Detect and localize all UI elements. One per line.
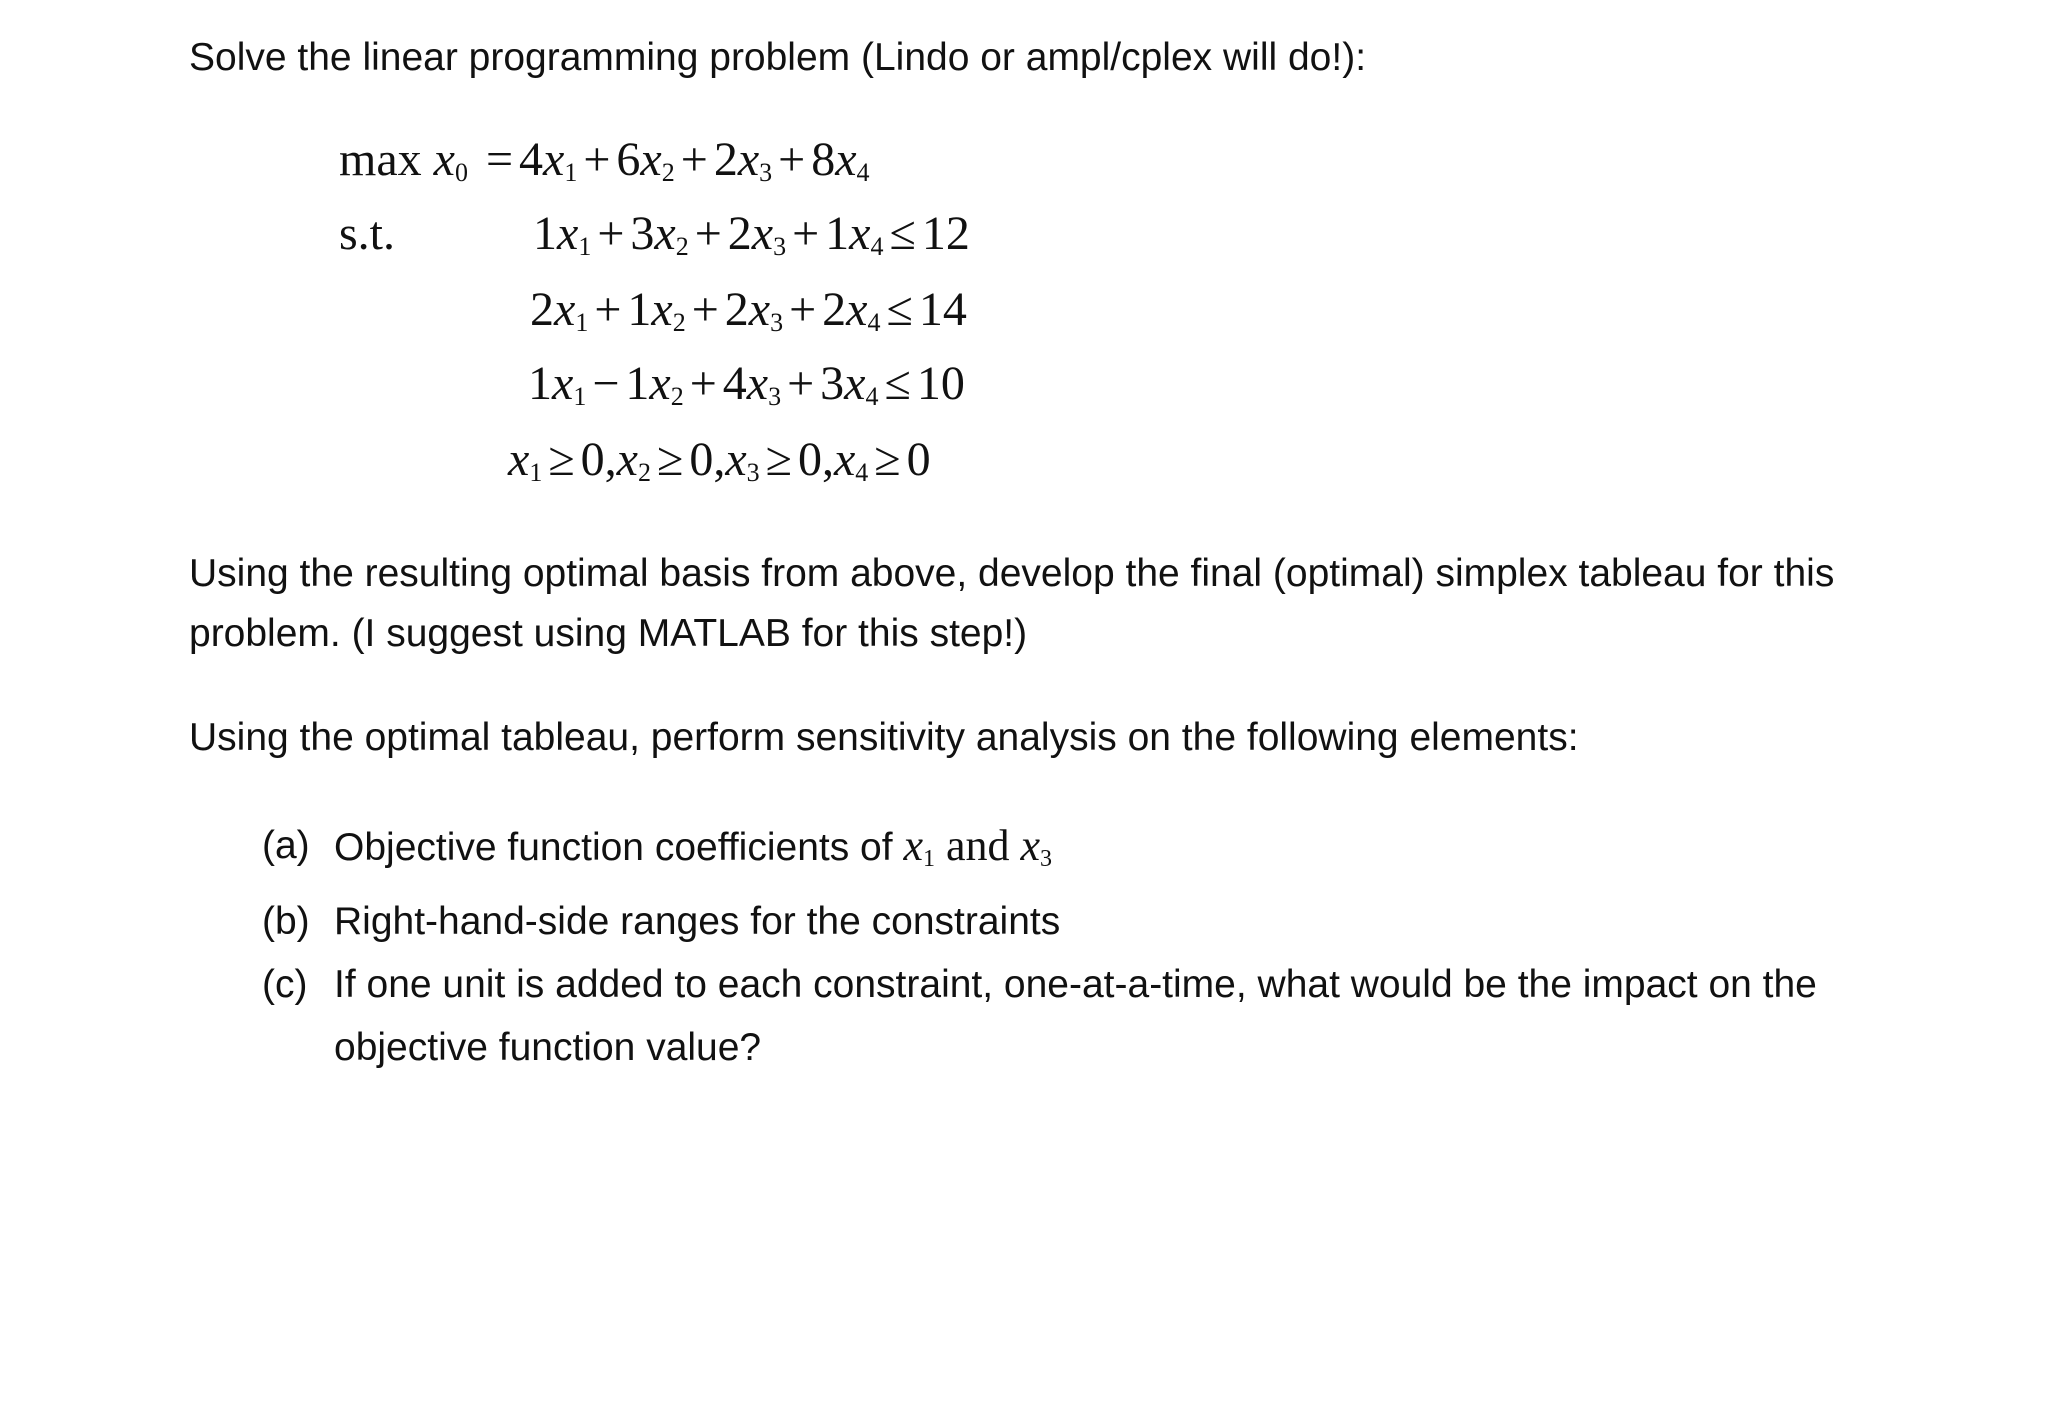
leq-sign: ≤ — [889, 207, 916, 260]
objective-term: $8x_4$ — [811, 133, 870, 187]
objective-term: $6x_2$ — [616, 133, 675, 187]
objective-term: $2x_3$ — [713, 133, 773, 187]
plus-sign: + — [778, 133, 806, 186]
plus-sign: + — [583, 133, 611, 186]
objective-term: $4x_1$ — [519, 133, 578, 187]
paragraph-2-line-1: Using the resulting optimal basis from above, develop the final (optimal) simplex tableau for this — [189, 552, 1835, 595]
constraint-rhs: 10 — [916, 357, 965, 410]
constraint-row: $1x_1 + 3x_2 + 2x_3 + 1x_4 \le 12$ — [533, 207, 970, 261]
list-label-b: (b) — [262, 900, 310, 943]
list-item-c-line-1: If one unit is added to each constraint, one-at-a-time, what would be the impact on the — [334, 963, 1817, 1006]
objective-lhs-sub: 0 — [454, 158, 468, 187]
intro-text: Solve the linear programming problem (Lindo or ampl/cplex will do!): — [189, 36, 1367, 79]
list-label-c: (c) — [262, 963, 308, 1006]
objective-row — [339, 130, 870, 190]
constraint-row: $2x_1 + 1x_2 + 2x_3 + 2x_4 \le 14$ — [530, 283, 967, 337]
constraint-row: $1x_1 - 1x_2 + 4x_3 + 3x_4 \le 10$ — [528, 357, 965, 411]
leq-sign: ≤ — [884, 357, 911, 410]
subject-to-label: s.t. — [339, 207, 396, 260]
objective-lhs-var: x — [433, 133, 455, 186]
equals-sign: = — [485, 133, 514, 186]
list-item-a: Objective function coefficients of $x_1$ and $x_3$ — [334, 821, 1053, 872]
constraint-rhs: 12 — [921, 207, 970, 260]
list-item-c-line-2: objective function value? — [334, 1026, 762, 1069]
plus-sign: + — [680, 133, 708, 186]
paragraph-3: Using the optimal tableau, perform sensitivity analysis on the following elements: — [189, 716, 1579, 759]
paragraph-2-line-2: problem. (I suggest using MATLAB for this step!) — [189, 612, 1028, 655]
list-label-a: (a) — [262, 824, 310, 867]
list-item-b: Right-hand-side ranges for the constraints — [334, 900, 1061, 943]
nonnegativity-row: $x_1 \ge 0,x_2 \ge 0,x_3 \ge 0,x_4 \ge 0$ — [508, 433, 931, 487]
max-word: max — [339, 133, 422, 186]
constraint-rhs: 14 — [918, 283, 967, 336]
leq-sign: ≤ — [886, 283, 913, 336]
